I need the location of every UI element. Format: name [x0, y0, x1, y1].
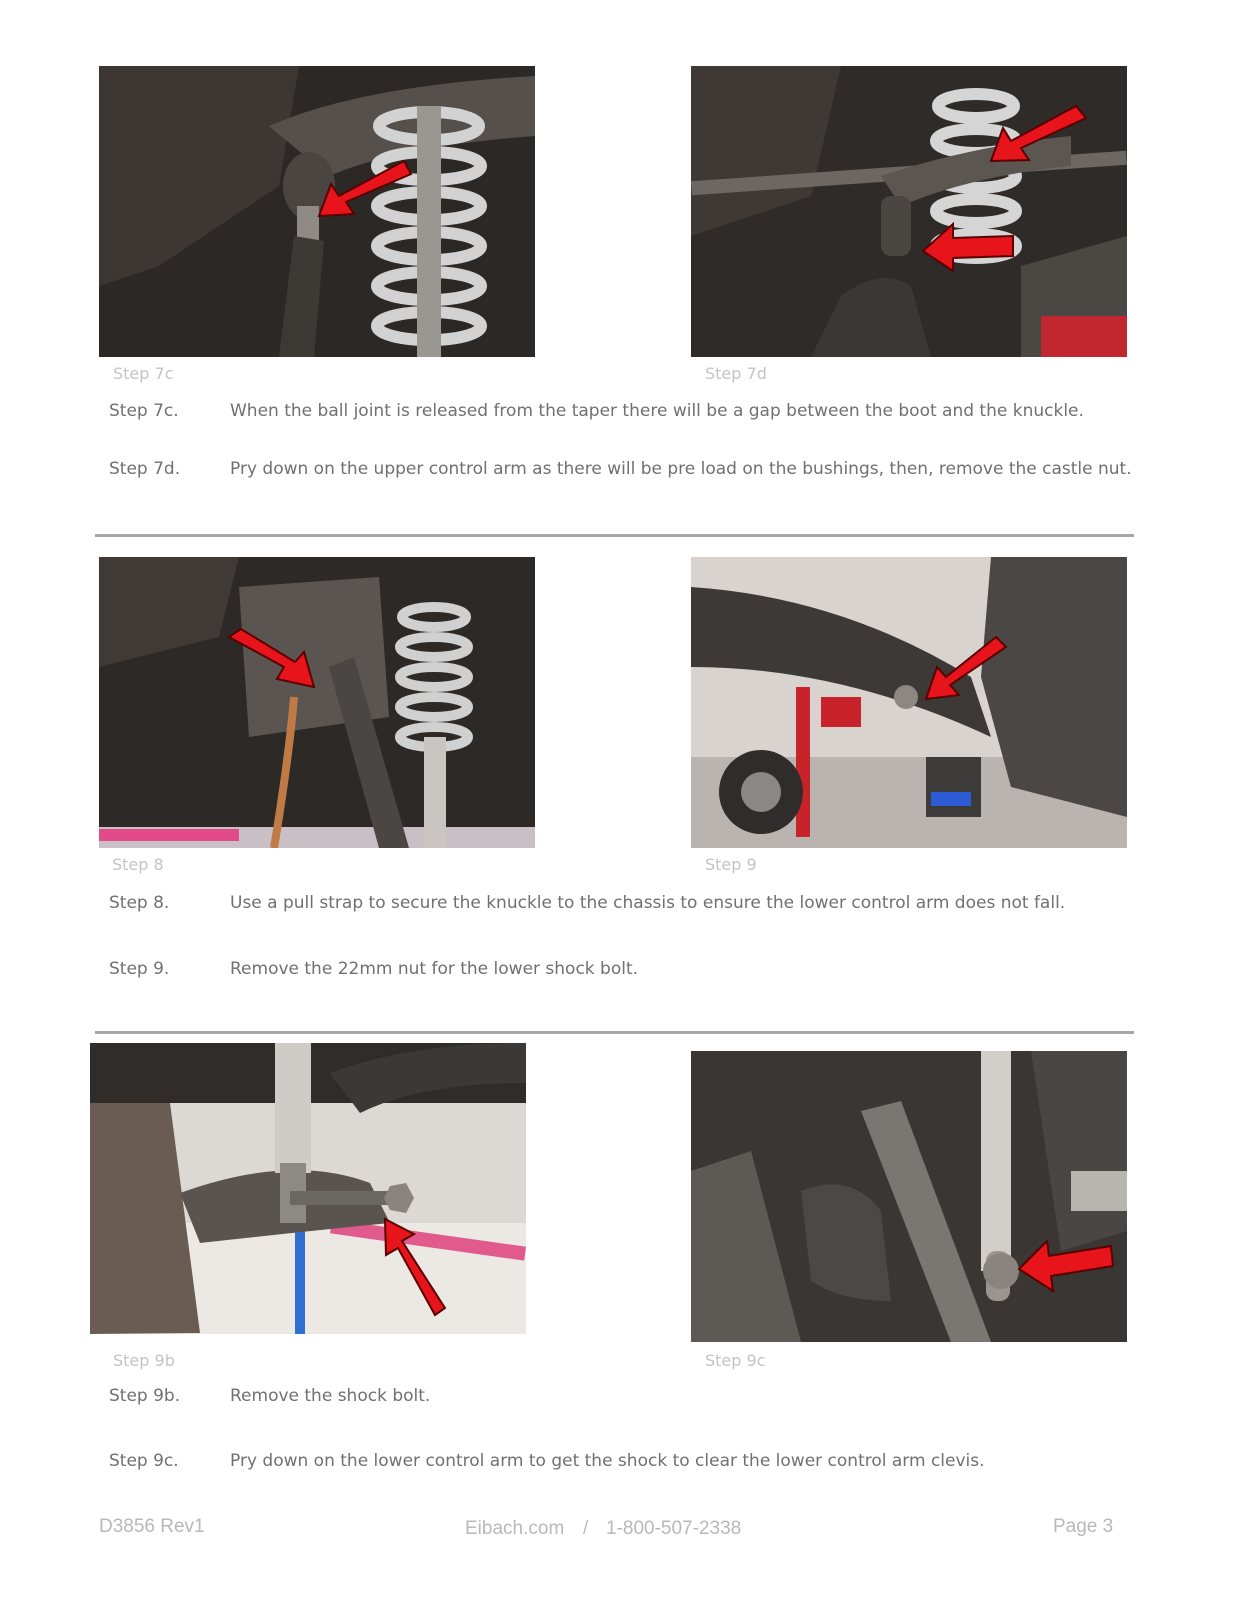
photo-step-9 [691, 557, 1127, 848]
caption-step-8: Step 8 [112, 855, 164, 874]
photo-step-9c-illustration [691, 1051, 1127, 1342]
step-text-9: Remove the 22mm nut for the lower shock bolt. [230, 959, 639, 979]
footer-page-number: Page 3 [1053, 1516, 1114, 1537]
step-text-9c: Pry down on the lower control arm to get the shock to clear the lower control arm clevis. [230, 1451, 985, 1471]
step-label-8: Step 8. [109, 893, 170, 913]
photo-step-7d [691, 66, 1127, 357]
caption-step-9: Step 9 [705, 855, 757, 874]
step-text-7c: When the ball joint is released from the taper there will be a gap between the boot and the knuckle. [230, 401, 1084, 421]
photo-step-7c [99, 66, 535, 357]
section-divider [95, 534, 1134, 537]
footer-doc-id: D3856 Rev1 [99, 1516, 205, 1537]
step-text-7d: Pry down on the upper control arm as there will be pre load on the bushings, then, remove the castle nut. [230, 459, 1132, 479]
footer-separator: / [583, 1518, 589, 1539]
caption-step-7d: Step 7d [705, 364, 767, 383]
photo-step-7c-illustration [99, 66, 535, 357]
step-label-9: Step 9. [109, 959, 170, 979]
photo-step-7d-illustration [691, 66, 1127, 357]
step-label-9b: Step 9b. [109, 1386, 181, 1406]
step-label-9c: Step 9c. [109, 1451, 179, 1471]
step-text-9b: Remove the shock bolt. [230, 1386, 431, 1406]
photo-step-9-illustration [691, 557, 1127, 848]
step-label-7c: Step 7c. [109, 401, 179, 421]
photo-step-8 [99, 557, 535, 848]
section-divider [95, 1031, 1134, 1034]
step-label-7d: Step 7d. [109, 459, 181, 479]
footer-website: Eibach.com [465, 1518, 565, 1539]
caption-step-9b: Step 9b [113, 1351, 175, 1370]
caption-step-7c: Step 7c [113, 364, 174, 383]
photo-step-8-illustration [99, 557, 535, 848]
footer-phone: 1-800-507-2338 [606, 1518, 742, 1539]
photo-step-9b-illustration [90, 1043, 526, 1334]
photo-step-9c [691, 1051, 1127, 1342]
photo-step-9b [90, 1043, 526, 1334]
step-text-8: Use a pull strap to secure the knuckle to the chassis to ensure the lower control arm does not fall. [230, 893, 1066, 913]
caption-step-9c: Step 9c [705, 1351, 766, 1370]
